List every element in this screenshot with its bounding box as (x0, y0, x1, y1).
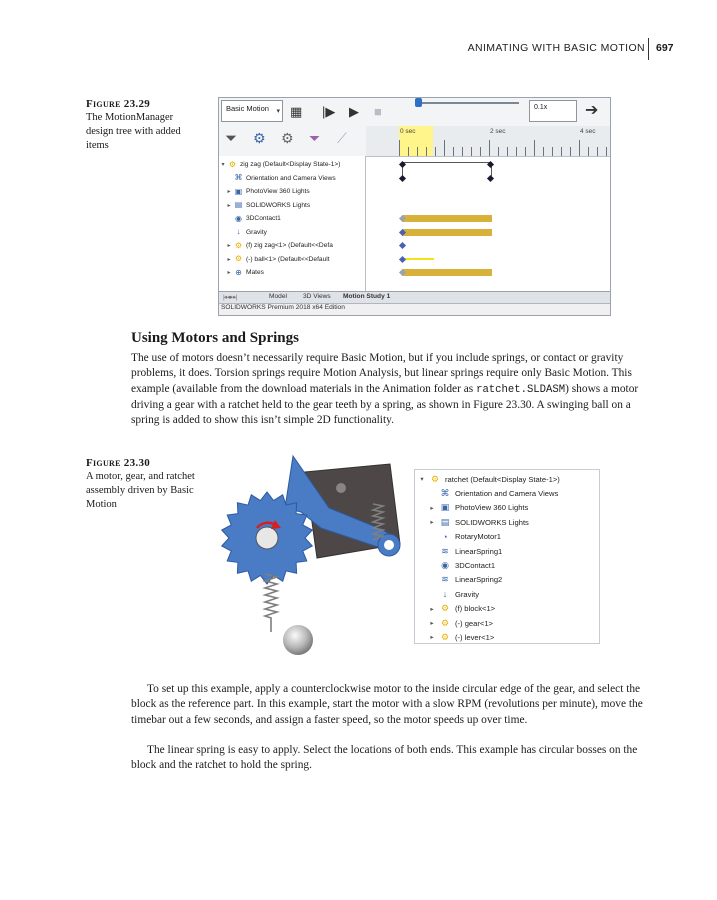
chevron-down-icon: ▾ (276, 108, 280, 115)
tree-item-label: (f) block<1> (455, 604, 496, 614)
tab-nav-arrows[interactable]: |◂ ◂ ▸ ▸| (223, 294, 237, 301)
play-icon[interactable]: ▶ (349, 104, 359, 119)
tree-item-label: (-) ball<1> (Default<<Default (246, 255, 330, 263)
figure-caption-1 (86, 97, 198, 153)
paragraph-2: To set up this example, apply a counterclockwise motor to the inside circular edge of the gear, and select the block as the reference part. In this example, start the motor with a slow RPM (revolutions per minute), move the timebar out a few seconds, and assign a faster speed, so the motor speeds up over time. (131, 683, 643, 726)
expand-arrow-icon[interactable]: ▸ (227, 189, 231, 195)
expand-arrow-icon[interactable]: ▸ (227, 243, 231, 249)
expand-arrow-icon[interactable]: ▾ (420, 476, 424, 483)
tree-item-label: PhotoView 360 Lights (455, 503, 529, 513)
playback-speed-dropdown[interactable] (529, 100, 577, 122)
tree-item-label: (-) gear<1> (455, 618, 493, 628)
part-gear-icon: ⚙ (430, 473, 440, 484)
ruler-tick (426, 147, 427, 156)
ruler-tick (498, 147, 499, 156)
tree-item[interactable] (425, 602, 495, 616)
ruler-tick (597, 147, 598, 156)
tree-item[interactable] (425, 515, 529, 529)
ruler-tick (561, 147, 562, 156)
ruler-tick (606, 147, 607, 156)
contact-icon: ◉ (441, 559, 449, 570)
timeline-area (366, 126, 610, 291)
spring-icon: ≋ (441, 574, 449, 585)
play-from-start-icon[interactable]: |▶ (322, 104, 336, 119)
ruler-tick (471, 147, 472, 156)
expand-arrow-icon[interactable]: ▸ (430, 504, 434, 512)
gravity-icon: ↓ (236, 227, 241, 236)
figure-caption-text: A motor, gear, and ratchet assembly driven by Basic Motion (86, 471, 195, 510)
time-label-0: 0 sec (400, 128, 416, 135)
filter-animated-icon[interactable]: ⏷ (309, 130, 321, 146)
camera-icon: ⌘ (440, 487, 450, 498)
tree-item-label: Orientation and Camera Views (455, 488, 559, 498)
lights-icon: ▤ (234, 200, 243, 209)
ruler-tick (444, 140, 445, 156)
tree-item[interactable] (415, 472, 560, 486)
block-boss (336, 483, 346, 493)
tree-item-label: ratchet (Default<Display State-1>) (445, 474, 560, 484)
tree-item[interactable] (225, 172, 336, 185)
tree-item[interactable] (225, 226, 267, 239)
calculate-icon[interactable]: ▦ (290, 104, 303, 119)
timeline-bar[interactable] (402, 258, 434, 260)
tree-item-label: PhotoView 360 Lights (246, 188, 310, 195)
time-ruler (366, 126, 610, 157)
tree-item[interactable] (225, 199, 310, 212)
tree-item-label: LinearSpring1 (455, 546, 503, 556)
tree-item[interactable] (219, 158, 340, 171)
tree-item-label: RotaryMotor1 (455, 532, 502, 542)
figure-caption-text: The MotionManager design tree with added items (86, 112, 181, 151)
tree-item[interactable] (425, 501, 528, 515)
figure-caption-2 (86, 456, 198, 512)
section-heading: Using Motors and Springs (131, 330, 299, 346)
tree-item-label: 3DContact1 (455, 560, 496, 570)
ruler-tick (543, 147, 544, 156)
motor-icon[interactable]: ⚙ (253, 130, 266, 146)
tree-item-label: SOLIDWORKS Lights (246, 201, 311, 209)
tree-item[interactable] (425, 486, 558, 500)
timeline-bar[interactable] (402, 229, 492, 236)
expand-arrow-icon[interactable]: ▾ (221, 162, 225, 168)
lights-icon: ▤ (440, 516, 450, 527)
timeline-bar[interactable] (402, 215, 492, 222)
stop-icon[interactable]: ■ (374, 104, 382, 119)
running-head-divider (648, 38, 649, 60)
tree-item[interactable] (225, 266, 264, 279)
part-gear-icon: ⚙ (228, 159, 237, 169)
expand-arrow-icon[interactable]: ▸ (227, 256, 231, 263)
ruler-tick (507, 147, 508, 156)
motion-toolbar (219, 98, 610, 126)
gravity-icon: ↓ (442, 589, 448, 600)
tree-item-label: Gravity (455, 589, 480, 599)
settings-icon[interactable]: ⚙ (281, 130, 294, 146)
ruler-tick (516, 147, 517, 156)
ruler-tick (534, 140, 535, 156)
ruler-tick (462, 147, 463, 156)
expand-arrow-icon[interactable]: ▸ (227, 202, 231, 209)
design-tree (219, 156, 366, 291)
ruler-tick (453, 147, 454, 156)
keyframe-icon[interactable] (487, 174, 494, 181)
part-gear-icon: ⚙ (440, 617, 450, 628)
results-icon[interactable]: ⟋ (337, 130, 347, 146)
tree-item[interactable] (425, 573, 502, 587)
timebar-slider-thumb[interactable] (415, 98, 422, 107)
part-gear-icon: ⚙ (234, 240, 243, 250)
tree-item-label: Mates (246, 269, 264, 276)
expand-arrow-icon[interactable]: ▸ (227, 270, 231, 276)
figure-number: Figure 23.29 (86, 98, 151, 110)
tree-item[interactable] (225, 212, 281, 225)
ratchet-assembly-illustration (205, 448, 410, 660)
tree-item-label: 3DContact1 (246, 215, 281, 222)
ball-part (283, 625, 313, 655)
keyframe-icon[interactable] (399, 242, 406, 249)
running-head (0, 38, 717, 62)
filter-icon[interactable]: ⏷ (225, 130, 238, 147)
figure-number: Figure 23.30 (86, 457, 151, 469)
tree-item-label: (-) lever<1> (455, 632, 495, 642)
ruler-tick (435, 147, 436, 156)
paragraph-1 (131, 351, 655, 428)
photoview-icon: ▣ (234, 186, 243, 196)
tree-item[interactable] (425, 530, 501, 544)
tree-item-label: zig zag (Default<Display State-1>) (240, 161, 341, 168)
spring-icon: ≋ (441, 545, 449, 556)
expand-arrow-icon[interactable]: ▸ (430, 519, 434, 527)
page-number: 697 (656, 42, 674, 54)
paragraph-1-after-code: ) shows a motor driving a gear with a ratchet held to the gear teeth by a spring, as shown in Figure 23.30. A swinging ball on a spring is added to show this isn’t simple 2D functionality. (131, 382, 639, 427)
tab-motion-study-1[interactable]: Motion Study 1 (343, 293, 391, 300)
lever-boss-hole (384, 540, 394, 550)
timeline-bar[interactable] (402, 269, 492, 276)
tree-item[interactable] (425, 630, 494, 644)
study-type-dropdown[interactable] (221, 100, 283, 122)
ruler-tick (525, 147, 526, 156)
photoview-icon: ▣ (440, 502, 450, 513)
time-label-2: 2 sec (490, 128, 506, 135)
time-label-4: 4 sec (580, 128, 596, 135)
tree-item[interactable] (225, 239, 333, 252)
expand-arrow-icon[interactable]: ▸ (430, 634, 434, 642)
ruler-tick (417, 147, 418, 156)
status-bar: SOLIDWORKS Premium 2018 x64 Edition (219, 303, 611, 316)
contact-icon: ◉ (235, 213, 242, 223)
part-gear-icon: ⚙ (440, 631, 450, 642)
study-type-value: Basic Motion (226, 104, 269, 113)
tree-item-label: SOLIDWORKS Lights (455, 517, 529, 527)
expand-arrow-icon[interactable]: ▸ (430, 605, 434, 613)
tree-item[interactable] (425, 544, 502, 558)
tree-item-label: Orientation and Camera Views (246, 174, 336, 182)
gear-hub (256, 527, 278, 549)
part-gear-icon: ⚙ (234, 254, 243, 263)
arrow-right-icon[interactable]: ➔ (585, 102, 599, 119)
ruler-tick (579, 140, 580, 156)
timebar-slider-track (419, 102, 519, 104)
filename-code: ratchet.SLDASM (476, 383, 566, 396)
ruler-tick (489, 140, 490, 156)
part-gear-icon: ⚙ (440, 603, 450, 614)
ruler-tick (588, 147, 589, 156)
expand-arrow-icon[interactable]: ▸ (430, 620, 434, 627)
ruler-tick (399, 140, 400, 156)
running-head-title: ANIMATING WITH BASIC MOTION (467, 42, 645, 54)
assembly-design-tree (414, 469, 600, 644)
paragraph-3: The linear spring is easy to apply. Select the locations of both ends. This example has circular bosses on the block and the ratchet to hold the spring. (131, 744, 638, 772)
tree-item[interactable] (425, 587, 479, 601)
tree-item[interactable] (225, 253, 330, 266)
motion-manager-screenshot (218, 97, 611, 316)
mates-icon: ⊕ (235, 267, 242, 277)
ruler-tick (570, 147, 571, 156)
camera-icon: ⌘ (234, 173, 243, 182)
tree-item-label: LinearSpring2 (455, 575, 503, 585)
tab-3d-views[interactable]: 3D Views (303, 293, 331, 300)
paragraph-1-before-code: The use of motors doesn’t necessarily require Basic Motion, but if you include springs, or contact or gravity problems, it does. Torsion springs require Motion Analysis, but linear springs require only Basic Motion. This example (available from the download materials in the Animation folder as (131, 352, 632, 395)
playback-speed-value: 0.1x (534, 104, 548, 111)
ruler-tick (408, 147, 409, 156)
motor-icon: ◔ (442, 531, 448, 542)
tree-item[interactable] (225, 185, 310, 198)
tree-item-label: (f) zig zag<1> (Default<<Defa (246, 242, 333, 249)
ruler-tick (552, 147, 553, 156)
tree-item[interactable] (425, 616, 493, 630)
ruler-tick (480, 147, 481, 156)
tree-item-label: Gravity (246, 228, 267, 236)
tab-model[interactable]: Model (269, 293, 287, 300)
tree-item[interactable] (425, 558, 495, 572)
key-range-line (402, 162, 492, 176)
